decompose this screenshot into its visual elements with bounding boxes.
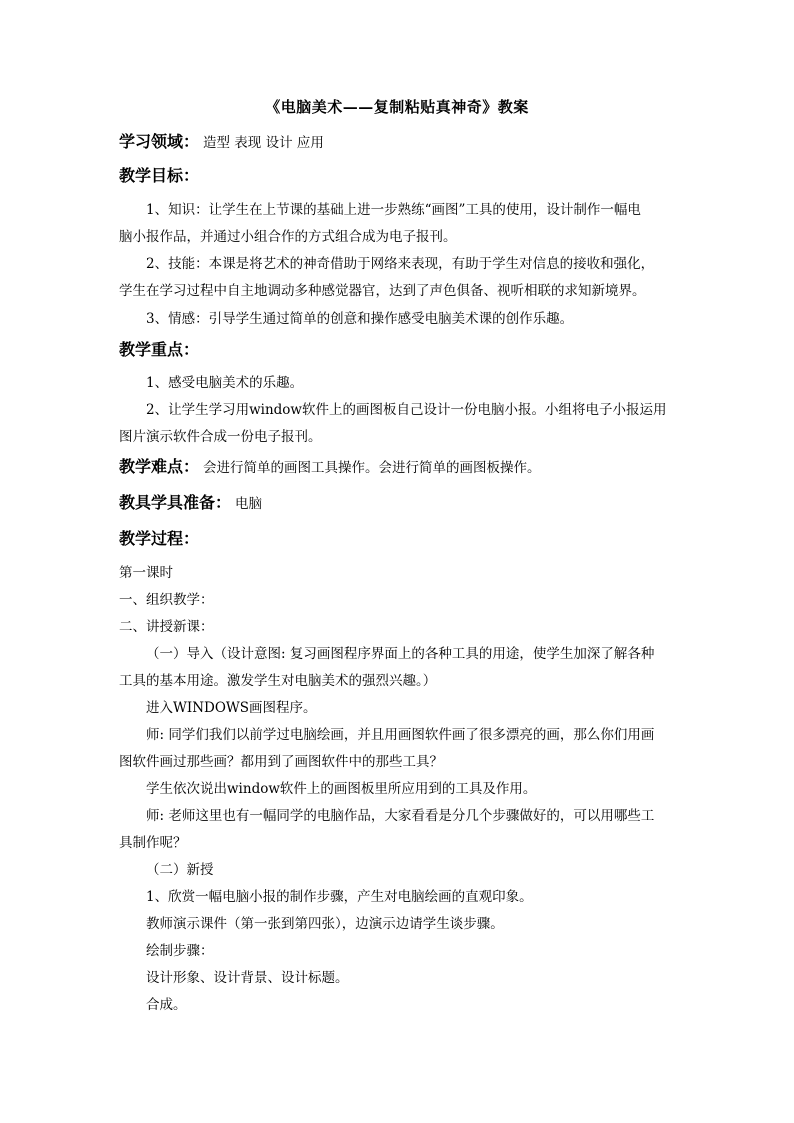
- process-line: 1、欣赏一幅电脑小报的制作步骤，产生对电脑绘画的直观印象。: [146, 889, 533, 905]
- learning-area-value: 造型 表现 设计 应用: [203, 135, 324, 151]
- difficulties-row: [119, 456, 541, 479]
- learning-area-row: [119, 131, 324, 154]
- process-line: 一、组织教学：: [119, 592, 214, 608]
- process-line: 二、讲授新课：: [119, 619, 214, 635]
- key-points-heading: 教学重点：: [119, 340, 200, 359]
- process-line: （一）导入（设计意图: 复习画图程序界面上的各种工具的用途，使学生加深了解各种: [146, 646, 655, 662]
- difficulties-label: 教学难点：: [119, 457, 200, 476]
- objectives-line: 3、情感：引导学生通过简单的创意和操作感受电脑美术课的创作乐趣。: [146, 311, 574, 327]
- process-line: 工具的基本用途。激发学生对电脑美术的强烈兴趣。）: [119, 673, 437, 689]
- learning-area-label: 学习领域：: [119, 132, 200, 151]
- process-line: 教师演示课件（第一张到第四张），边演示边请学生谈步骤。: [146, 916, 504, 932]
- process-line: 图软件画过那些画？都用到了画图软件中的那些工具？: [119, 754, 443, 770]
- process-line: 师: 同学们我们以前学过电脑绘画，并且用画图软件画了很多漂亮的画，那么你们用画: [146, 727, 655, 743]
- difficulties-value: 会进行简单的画图工具操作。会进行简单的画图板操作。: [203, 460, 541, 476]
- objectives-line: 学生在学习过程中自主地调动多种感觉器官，达到了声色俱备、视听相联的求知新境界。: [119, 283, 646, 299]
- objectives-line: 1、知识：让学生在上节课的基础上进一步熟练“画图”工具的使用，设计制作一幅电: [146, 202, 641, 218]
- key-points-line: 图片演示软件合成一份电子报刊。: [119, 429, 322, 445]
- materials-label: 教具学具准备：: [119, 493, 232, 512]
- materials-row: [119, 492, 262, 515]
- materials-value: 电脑: [235, 496, 263, 512]
- process-line: （二）新授: [146, 862, 214, 878]
- process-line: 设计形象、设计背景、设计标题。: [146, 970, 349, 986]
- objectives-heading: 教学目标：: [119, 166, 200, 185]
- key-points-line: 1、感受电脑美术的乐趣。: [146, 375, 304, 391]
- process-line: 学生依次说出window软件上的画图板里所应用到的工具及作用。: [146, 781, 537, 797]
- key-points-line: 2、让学生学习用window软件上的画图板自己设计一份电脑小报。小组将电子小报运用: [146, 402, 667, 418]
- process-line: 合成。: [146, 997, 187, 1013]
- process-line: 绘制步骤：: [146, 943, 214, 959]
- objectives-line: 2、技能：本课是将艺术的神奇借助于网络来表现，有助于学生对信息的接收和强化，: [146, 256, 655, 272]
- process-heading: 教学过程：: [119, 529, 200, 548]
- process-line: 具制作呢？: [119, 835, 187, 851]
- objectives-line: 脑小报作品，并通过小组合作的方式组合成为电子报刊。: [119, 229, 457, 245]
- process-line: 进入WINDOWS画图程序。: [146, 700, 317, 716]
- process-line: 第一课时: [119, 565, 173, 581]
- document-title: 《电脑美术——复制粘贴真神奇》教案: [265, 98, 529, 116]
- process-line: 师: 老师这里也有一幅同学的电脑作品，大家看看是分几个步骤做好的，可以用哪些工: [146, 808, 655, 824]
